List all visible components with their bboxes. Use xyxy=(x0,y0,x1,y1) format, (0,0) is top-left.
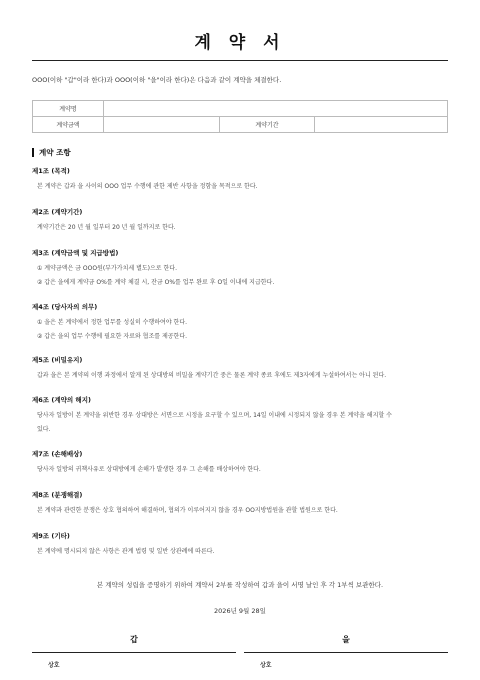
article-6-line-2: 있다. xyxy=(37,426,51,433)
contract-name-label: 계약명 xyxy=(33,101,104,117)
contract-info-table xyxy=(32,100,448,133)
section-heading: 계약 조항 xyxy=(32,148,71,157)
article-4-line-2: ② 갑은 을의 업무 수행에 필요한 자료와 협조를 제공한다. xyxy=(37,333,188,340)
party-a-label: 갑 xyxy=(130,635,138,644)
article-6-line-1: 당사자 일방이 본 계약을 위반한 경우 상대방은 서면으로 시정을 요구할 수 있으며, 14일 이내에 시정되지 않을 경우 본 계약을 해지할 수 xyxy=(37,412,392,419)
table-row xyxy=(33,101,448,117)
closing-statement: 본 계약의 성립을 증명하기 위하여 계약서 2부를 작성하여 갑과 을이 서명 날인 후 각 1부씩 보관한다. xyxy=(96,581,384,589)
table-row xyxy=(33,117,448,133)
article-3-line-1: ① 계약금액은 금 OOO원(부가가치세 별도)으로 한다. xyxy=(37,265,178,272)
article-5-title: 제5조 (비밀유지) xyxy=(32,356,83,364)
party-b-label: 을 xyxy=(342,635,350,644)
contract-amount-value xyxy=(104,117,220,133)
article-6-title: 제6조 (계약의 해지) xyxy=(32,396,91,404)
article-8-title: 제8조 (분쟁해결) xyxy=(32,491,83,499)
contract-amount-label: 계약금액 xyxy=(33,117,104,133)
title-divider xyxy=(32,60,448,61)
party-a-divider xyxy=(32,652,236,653)
article-8-line-1: 본 계약과 관련한 분쟁은 상호 협의하여 해결하며, 협의가 이루어지지 않을 경우 OO지방법원을 관할 법원으로 한다. xyxy=(37,507,338,514)
article-4-line-1: ① 을은 본 계약에서 정한 업무를 성실히 수행하여야 한다. xyxy=(37,319,188,326)
document-title: 계 약 서 xyxy=(194,33,286,53)
contract-period-label: 계약기간 xyxy=(220,117,315,133)
contract-date: 2026년 9월 28일 xyxy=(214,607,266,615)
article-9-line-1: 본 계약에 명시되지 않은 사항은 관계 법령 및 일반 상관례에 따른다. xyxy=(37,548,215,555)
party-b-company-label: 상호 xyxy=(260,662,272,669)
contract-page xyxy=(32,0,448,680)
article-7-line-1: 당사자 일방의 귀책사유로 상대방에게 손해가 발생한 경우 그 손해를 배상하여야 한다. xyxy=(37,466,261,473)
article-4-title: 제4조 (당사자의 의무) xyxy=(32,303,98,311)
article-3-title: 제3조 (계약금액 및 지급방법) xyxy=(32,249,119,257)
intro-text: OOO(이하 "갑"이라 한다)과 OOO(이하 "을"이라 한다)은 다음과 같이 계약을 체결한다. xyxy=(32,76,282,84)
article-1-line-1: 본 계약은 갑과 을 사이의 OOO 업무 수행에 관한 제반 사항을 정함을 목적으로 한다. xyxy=(37,183,258,190)
article-5-line-1: 갑과 을은 본 계약의 이행 과정에서 알게 된 상대방의 비밀을 계약기간 중은 물론 계약 종료 후에도 제3자에게 누설하여서는 아니 된다. xyxy=(37,372,387,379)
article-7-title: 제7조 (손해배상) xyxy=(32,450,83,458)
article-2-line-1: 계약기간은 20 년 월 일부터 20 년 월 일까지로 한다. xyxy=(37,224,176,231)
party-b-divider xyxy=(244,652,448,653)
article-1-title: 제1조 (목적) xyxy=(32,167,70,175)
contract-name-value xyxy=(104,101,448,117)
party-a-company-label: 상호 xyxy=(48,662,60,669)
article-2-title: 제2조 (계약기간) xyxy=(32,208,83,216)
contract-period-value xyxy=(315,117,448,133)
article-9-title: 제9조 (기타) xyxy=(32,532,70,540)
article-3-line-2: ② 갑은 을에게 계약금 O%를 계약 체결 시, 잔금 O%를 업무 완료 후 O일 이내에 지급한다. xyxy=(37,279,275,286)
